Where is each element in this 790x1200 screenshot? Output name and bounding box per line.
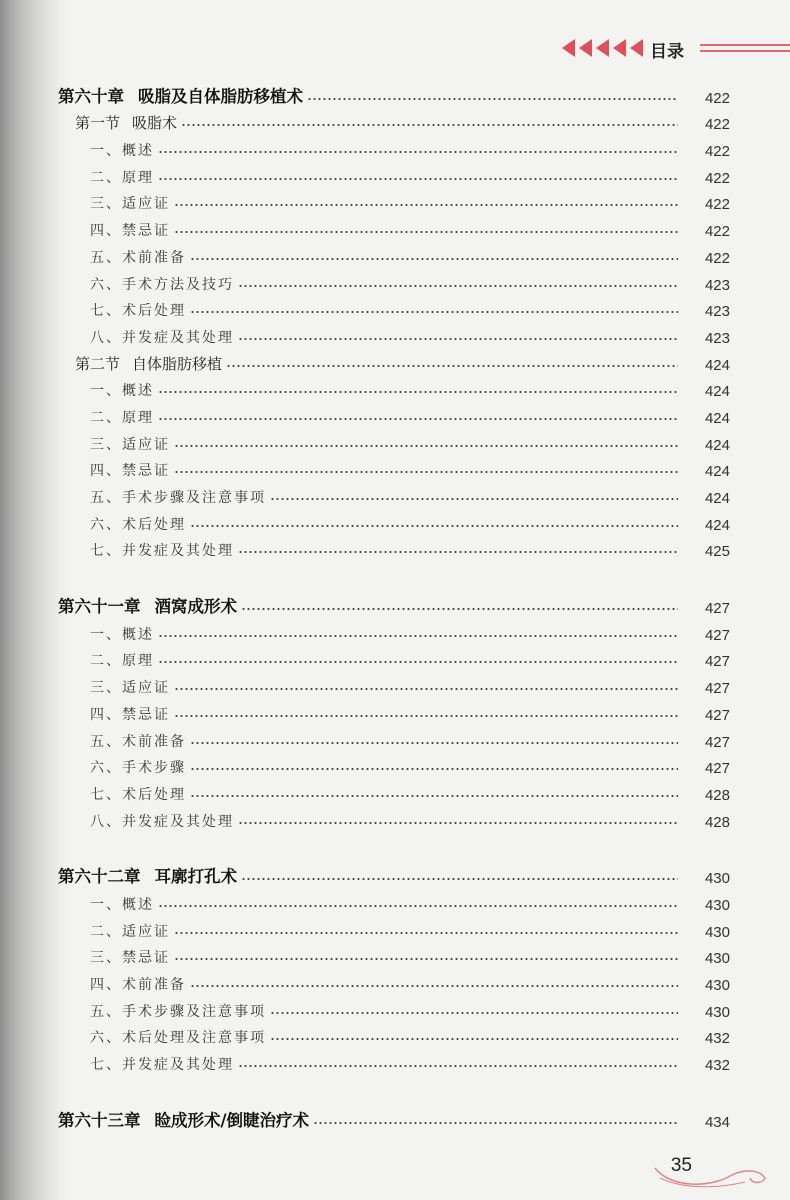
toc-entry-title: 耳廓打孔术 xyxy=(154,867,237,887)
toc-item-row[interactable] xyxy=(58,427,730,454)
dot-leader xyxy=(270,1012,678,1014)
toc-entry-label xyxy=(58,327,238,347)
toc-item-row[interactable] xyxy=(58,133,730,160)
toc-entry-label xyxy=(58,1027,270,1047)
toc-entry-label xyxy=(58,407,158,427)
page-number: 35 xyxy=(670,1155,692,1176)
toc-page-number: 423 xyxy=(704,303,730,321)
toc-chapter-row[interactable] xyxy=(58,590,730,617)
toc-entry-title: 六、手术步骤 xyxy=(90,760,186,777)
toc-entry-title: 三、适应证 xyxy=(90,680,170,697)
toc-entry-title: 吸脂及自体脂肪移植术 xyxy=(138,86,303,106)
toc-page-number: 427 xyxy=(704,733,730,751)
dot-leader xyxy=(190,525,678,527)
toc-page-number: 424 xyxy=(704,383,730,401)
toc-item-row[interactable] xyxy=(58,697,730,724)
toc-item-row[interactable] xyxy=(58,320,730,347)
toc-entry-title: 二、原理 xyxy=(90,409,154,426)
toc-entry-label xyxy=(58,434,174,454)
toc-page-number: 428 xyxy=(704,786,730,804)
toc-entry-label xyxy=(58,380,158,400)
toc-item-row[interactable] xyxy=(58,507,730,534)
toc-entry-number: 第六十二章 xyxy=(58,867,141,887)
toc-item-row[interactable] xyxy=(58,644,730,671)
toc-page-number: 422 xyxy=(704,89,730,107)
toc-entry-label xyxy=(58,300,190,320)
toc-entry-title: 酒窝成形术 xyxy=(154,597,237,617)
toc-item-row[interactable] xyxy=(58,751,730,778)
toc-page-number: 430 xyxy=(704,870,730,888)
header-title: 目录 xyxy=(650,42,684,62)
toc-item-row[interactable] xyxy=(58,777,730,804)
dot-leader xyxy=(174,231,678,233)
dot-leader xyxy=(174,445,678,447)
toc-entry-number: 第二节 xyxy=(75,354,121,373)
toc-entry-label xyxy=(58,677,174,697)
toc-item-row[interactable] xyxy=(58,724,730,751)
toc-item-row[interactable] xyxy=(58,534,730,561)
dot-leader xyxy=(226,365,678,367)
toc-page-number: 427 xyxy=(704,600,730,618)
toc-entry-title: 五、术前准备 xyxy=(90,733,186,750)
dot-leader xyxy=(174,958,678,960)
toc-item-row[interactable] xyxy=(58,160,730,187)
arrow-left-icon xyxy=(562,39,575,57)
dot-leader xyxy=(238,822,678,824)
dot-leader xyxy=(270,1038,678,1040)
toc-item-row[interactable] xyxy=(58,480,730,507)
toc-page-number: 430 xyxy=(704,977,730,994)
dot-leader xyxy=(190,795,678,797)
toc-entry-label xyxy=(58,1001,270,1021)
toc-entry-title: 七、术后处理 xyxy=(90,786,186,803)
dot-leader xyxy=(313,1122,678,1124)
toc-chapter-row[interactable] xyxy=(58,80,730,107)
toc-page-number: 424 xyxy=(704,490,730,507)
toc-entry-title: 六、术后处理 xyxy=(90,516,186,533)
toc-page-number: 427 xyxy=(704,653,730,671)
arrow-left-icon xyxy=(630,39,643,57)
dot-leader xyxy=(158,661,678,663)
toc-item-row[interactable] xyxy=(58,187,730,214)
toc-entry-label xyxy=(58,650,158,670)
dot-leader xyxy=(238,1065,678,1067)
toc-entry-label xyxy=(58,624,158,644)
dot-leader xyxy=(307,98,678,100)
toc-page-number: 432 xyxy=(704,1057,730,1075)
toc-entry-title: 一、概述 xyxy=(90,896,154,913)
dot-leader xyxy=(174,932,678,934)
toc-page-number: 434 xyxy=(704,1113,730,1131)
toc-page-number: 422 xyxy=(704,223,730,241)
toc-entry-title: 睑成形术/倒睫治疗术 xyxy=(154,1110,310,1130)
toc-page-number: 427 xyxy=(704,680,730,698)
toc-section-row[interactable] xyxy=(58,107,730,134)
toc-entry-title: 一、概述 xyxy=(90,383,154,400)
toc-entry-label xyxy=(58,974,190,994)
toc-entry-label xyxy=(58,540,238,560)
table-of-contents xyxy=(58,80,730,1131)
toc-page-number: 424 xyxy=(704,436,730,454)
toc-entry-title: 一、概述 xyxy=(90,143,154,160)
toc-item-row[interactable] xyxy=(58,914,730,941)
toc-item-row[interactable] xyxy=(58,994,730,1021)
toc-entry-title: 吸脂术 xyxy=(132,114,178,133)
ornament-swirl-icon xyxy=(650,1148,770,1190)
dot-leader xyxy=(158,178,678,180)
toc-item-row[interactable] xyxy=(58,213,730,240)
toc-entry-label xyxy=(58,1054,238,1074)
toc-entry-number: 第六十三章 xyxy=(58,1110,141,1130)
toc-entry-label xyxy=(58,894,158,914)
toc-entry-title: 五、术前准备 xyxy=(90,249,186,266)
toc-page-number: 430 xyxy=(704,896,730,914)
toc-entry-label xyxy=(58,167,158,187)
toc-entry-label xyxy=(58,921,174,941)
toc-page-number: 424 xyxy=(704,516,730,534)
toc-entry-label xyxy=(58,811,238,831)
dot-leader xyxy=(190,985,678,987)
dot-leader xyxy=(174,715,678,717)
toc-item-row[interactable] xyxy=(58,887,730,914)
dot-leader xyxy=(241,608,678,610)
toc-entry-label xyxy=(58,947,174,967)
dot-leader xyxy=(158,151,678,153)
toc-item-row[interactable] xyxy=(58,294,730,321)
toc-entry-title: 二、适应证 xyxy=(90,923,170,940)
toc-entry-label xyxy=(58,593,241,617)
dot-leader xyxy=(158,391,678,393)
toc-entry-title: 三、适应证 xyxy=(90,196,170,213)
toc-item-row[interactable] xyxy=(58,967,730,994)
toc-item-row[interactable] xyxy=(58,400,730,427)
dot-leader xyxy=(190,258,678,260)
toc-page-number: 427 xyxy=(704,626,730,644)
toc-entry-label xyxy=(58,83,307,107)
toc-entry-title: 四、禁忌证 xyxy=(90,706,170,723)
toc-item-row[interactable] xyxy=(58,1021,730,1048)
dot-leader xyxy=(270,498,678,500)
toc-entry-label xyxy=(58,193,174,213)
dot-leader xyxy=(241,878,678,880)
header-rule xyxy=(700,44,790,46)
toc-entry-label xyxy=(58,514,190,534)
toc-entry-title: 八、并发症及其处理 xyxy=(90,813,234,830)
toc-entry-label xyxy=(58,784,190,804)
dot-leader xyxy=(190,768,678,770)
toc-page-number: 422 xyxy=(704,116,730,134)
toc-entry-label xyxy=(58,274,238,294)
toc-page-number: 422 xyxy=(704,169,730,187)
toc-entry-title: 六、手术方法及技巧 xyxy=(90,276,234,293)
toc-entry-label xyxy=(58,863,241,887)
toc-page-number: 430 xyxy=(704,1003,730,1021)
toc-page-number: 432 xyxy=(704,1030,730,1048)
toc-entry-title: 七、术后处理 xyxy=(90,303,186,320)
toc-page-number: 430 xyxy=(704,950,730,968)
chapter-gap xyxy=(58,560,730,590)
toc-item-row[interactable] xyxy=(58,670,730,697)
toc-page-number: 427 xyxy=(704,706,730,724)
dot-leader xyxy=(158,635,678,637)
chapter-gap xyxy=(58,831,730,861)
toc-chapter-row[interactable] xyxy=(58,861,730,888)
toc-page-number: 422 xyxy=(704,143,730,161)
arrow-left-icon xyxy=(579,39,592,57)
toc-entry-label xyxy=(58,460,174,480)
dot-leader xyxy=(174,204,678,206)
toc-entry-label xyxy=(58,757,190,777)
toc-item-row[interactable] xyxy=(58,941,730,968)
toc-entry-title: 三、适应证 xyxy=(90,436,170,453)
toc-entry-number: 第一节 xyxy=(75,114,121,133)
toc-page-number: 423 xyxy=(704,276,730,294)
toc-entry-title: 八、并发症及其处理 xyxy=(90,329,234,346)
toc-entry-label xyxy=(58,1107,313,1131)
dot-leader xyxy=(174,471,678,473)
dot-leader xyxy=(181,124,678,126)
toc-entry-title: 五、手术步骤及注意事项 xyxy=(90,1003,266,1020)
arrow-left-icon xyxy=(596,39,609,57)
chapter-gap xyxy=(58,1074,730,1104)
toc-entry-title: 三、禁忌证 xyxy=(90,950,170,967)
toc-entry-title: 五、手术步骤及注意事项 xyxy=(90,490,266,506)
toc-section-row[interactable] xyxy=(58,347,730,374)
toc-item-row[interactable] xyxy=(58,1047,730,1074)
toc-item-row[interactable] xyxy=(58,240,730,267)
toc-entry-label xyxy=(58,487,270,507)
toc-entry-number: 第六十一章 xyxy=(58,597,141,617)
toc-entry-title: 一、概述 xyxy=(90,626,154,643)
toc-page-number: 425 xyxy=(704,543,730,561)
toc-item-row[interactable] xyxy=(58,804,730,831)
toc-entry-label xyxy=(58,704,174,724)
toc-entry-label xyxy=(58,731,190,751)
toc-entry-number: 第六十章 xyxy=(58,86,124,106)
dot-leader xyxy=(190,311,678,313)
page-header xyxy=(540,36,790,62)
toc-chapter-row[interactable] xyxy=(58,1104,730,1131)
toc-page-number: 424 xyxy=(704,463,730,481)
toc-entry-title: 自体脂肪移植 xyxy=(132,354,223,373)
toc-item-row[interactable] xyxy=(58,267,730,294)
toc-entry-label xyxy=(58,220,174,240)
toc-entry-title: 二、原理 xyxy=(90,169,154,186)
toc-entry-title: 七、并发症及其处理 xyxy=(90,1057,234,1074)
toc-entry-label xyxy=(58,353,226,374)
toc-entry-label xyxy=(58,112,181,133)
toc-page-number: 422 xyxy=(704,196,730,214)
toc-page-number: 422 xyxy=(704,249,730,267)
dot-leader xyxy=(238,285,678,287)
toc-entry-title: 二、原理 xyxy=(90,653,154,670)
toc-entry-title: 七、并发症及其处理 xyxy=(90,543,234,560)
toc-entry-label xyxy=(58,140,158,160)
toc-item-row[interactable] xyxy=(58,374,730,401)
header-rule xyxy=(700,50,790,52)
toc-item-row[interactable] xyxy=(58,454,730,481)
toc-page-number: 427 xyxy=(704,760,730,778)
arrow-left-icon xyxy=(613,39,626,57)
toc-entry-title: 四、禁忌证 xyxy=(90,223,170,240)
toc-page-number: 423 xyxy=(704,329,730,347)
dot-leader xyxy=(158,905,678,907)
toc-page-number: 424 xyxy=(704,409,730,427)
toc-entry-title: 四、术前准备 xyxy=(90,977,186,993)
toc-page-number: 428 xyxy=(704,813,730,831)
dot-leader xyxy=(158,418,678,420)
dot-leader xyxy=(238,551,678,553)
dot-leader xyxy=(174,688,678,690)
dot-leader xyxy=(238,338,678,340)
dot-leader xyxy=(190,742,678,744)
toc-item-row[interactable] xyxy=(58,617,730,644)
toc-entry-label xyxy=(58,247,190,267)
toc-page-number: 424 xyxy=(704,356,730,374)
toc-entry-title: 六、术后处理及注意事项 xyxy=(90,1030,266,1047)
toc-page-number: 430 xyxy=(704,923,730,941)
toc-entry-title: 四、禁忌证 xyxy=(90,463,170,480)
